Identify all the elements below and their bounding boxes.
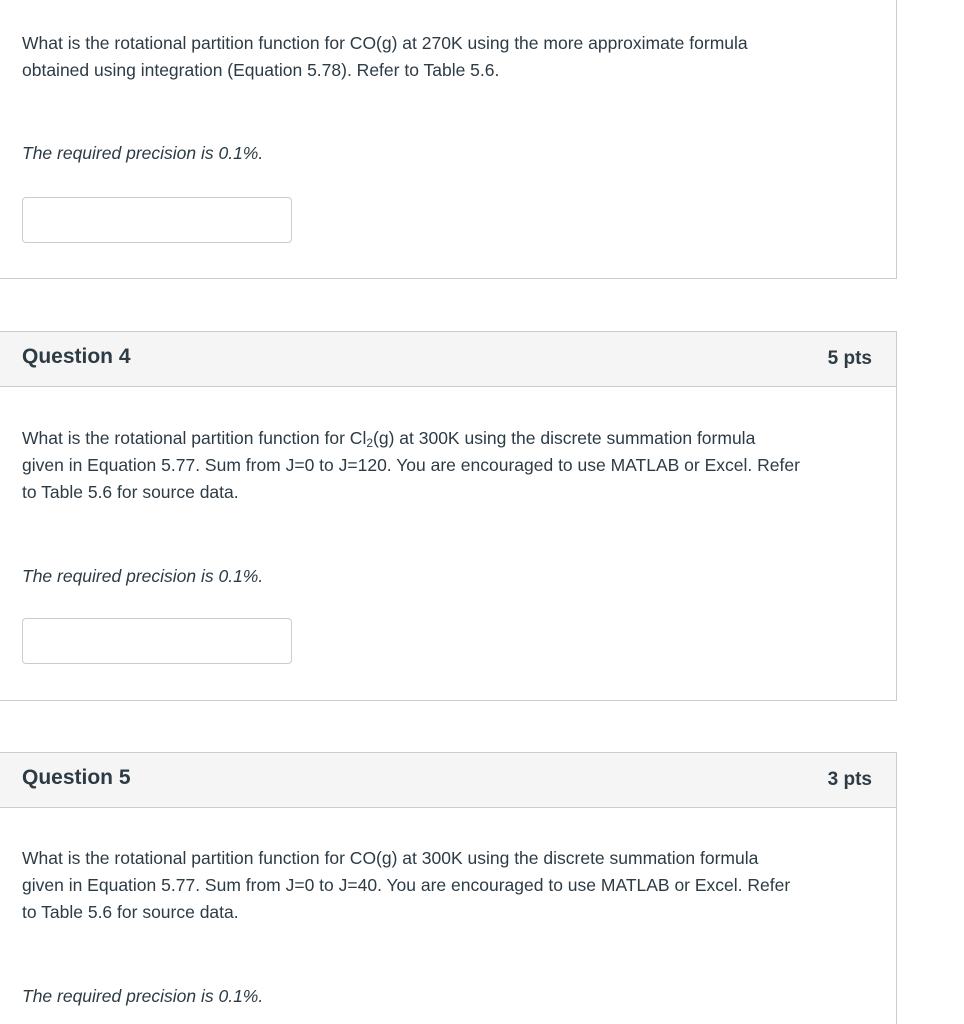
question-points: 5 pts: [827, 348, 872, 369]
question-header: [0, 753, 896, 808]
precision-note: The required precision is 0.1%.: [22, 986, 264, 1006]
question-text-line: obtained using integration (Equation 5.78). Refer to Table 5.6.: [22, 60, 500, 80]
question-title: Question 5: [22, 766, 131, 789]
question-3-card: [0, 0, 897, 279]
question-title: Question 4: [22, 345, 131, 368]
question-5-text: [22, 845, 872, 926]
question-text-line: given in Equation 5.77. Sum from J=0 to J=40. You are encouraged to use MATLAB or Excel. Refer: [22, 875, 791, 895]
text-segment: What is the rotational partition function for Cl: [22, 428, 367, 448]
question-text-line: to Table 5.6 for source data.: [22, 482, 239, 502]
question-text-line: [22, 425, 872, 452]
subscript: 2: [366, 436, 374, 450]
question-4-text: [22, 425, 872, 506]
question-text-line: What is the rotational partition function for CO(g) at 270K using the more approximate formula: [22, 33, 748, 53]
question-points: 3 pts: [827, 769, 872, 790]
question-5-card: [0, 752, 897, 1024]
question-text-line: to Table 5.6 for source data.: [22, 902, 239, 922]
precision-note: The required precision is 0.1%.: [22, 143, 264, 163]
question-4-card: [0, 331, 897, 701]
question-text-line: What is the rotational partition function for CO(g) at 300K using the discrete summation formula: [22, 848, 759, 868]
answer-input-question-3[interactable]: [22, 197, 292, 243]
answer-input-question-4[interactable]: [22, 618, 292, 664]
text-segment: (g) at 300K using the discrete summation formula: [373, 428, 756, 448]
question-3-text: [22, 30, 872, 84]
precision-note: The required precision is 0.1%.: [22, 566, 264, 586]
question-header: [0, 332, 896, 387]
question-text-line: given in Equation 5.77. Sum from J=0 to J=120. You are encouraged to use MATLAB or Excel. Refer: [22, 455, 800, 475]
